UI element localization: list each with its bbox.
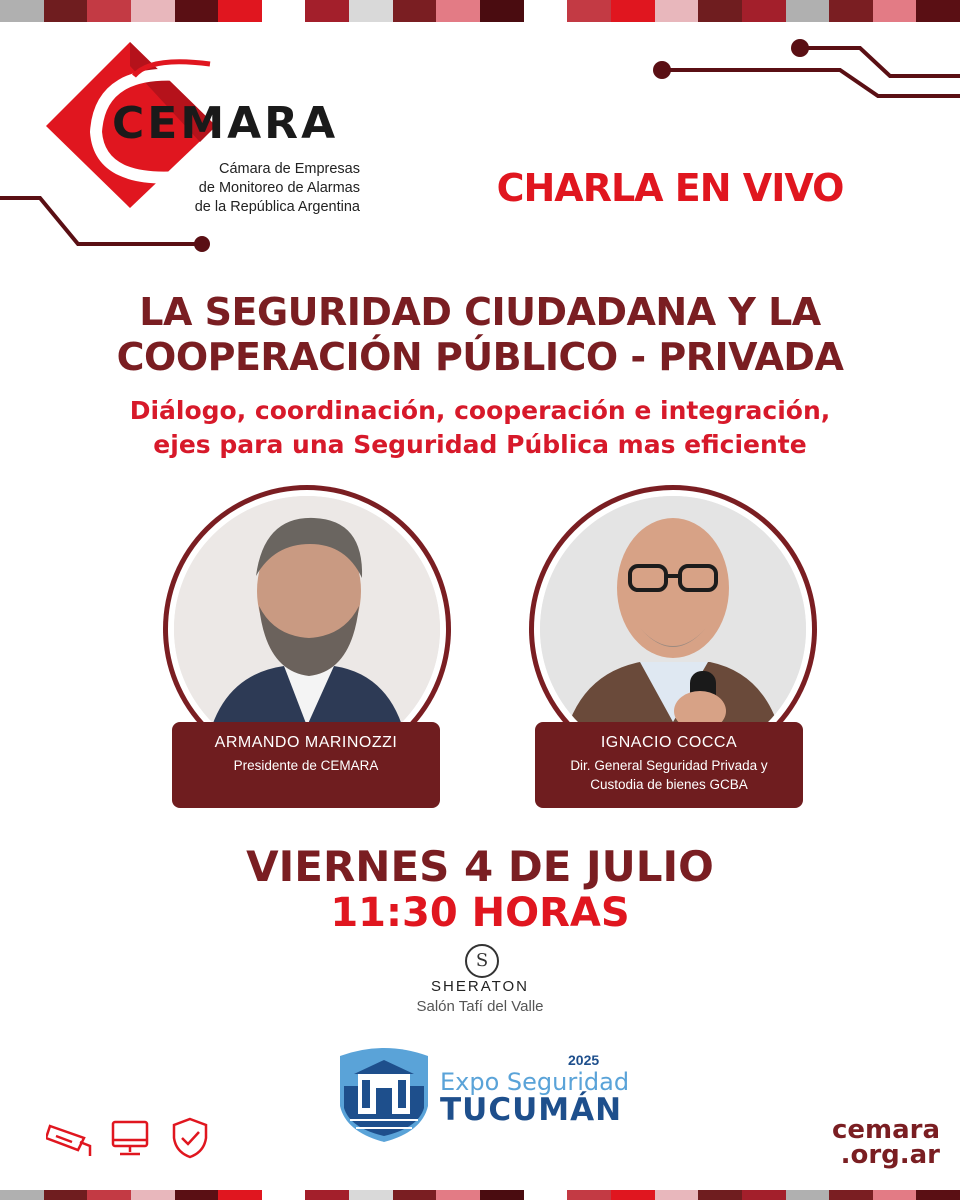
stripe-segment [786,1190,830,1200]
stripe-segment [0,1190,44,1200]
event-date: VIERNES 4 DE JULIO [246,842,714,891]
stripe-segment [655,1190,699,1200]
stripe-segment [393,1190,437,1200]
logo-subtitle: Cámara de Empresas de Monitoreo de Alarmas de la República Argentina [194,161,360,215]
stripe-segment [131,1190,175,1200]
event-title: LA SEGURIDAD CIUDADANA Y LA COOPERACIÓN PÚBLICO - PRIVADA [116,290,844,379]
speaker-role: Dir. General Seguridad Privada y Custodia de bienes GCBA [570,758,768,792]
cctv-icon [46,1118,94,1158]
stripe-segment [44,1190,88,1200]
stripe-segment [218,1190,262,1200]
logo-wordmark: CEMARA [112,98,339,149]
event-subtitle: Diálogo, coordinación, cooperación e integración, ejes para una Seguridad Pública mas eficiente [129,396,831,459]
shield-check-icon [170,1116,210,1160]
speaker-card-marinozzi [172,722,440,808]
website-link[interactable]: cemara .org.ar [831,1115,940,1170]
stripe-segment [567,1190,611,1200]
venue-room: Salón Tafí del Valle [416,998,544,1015]
event-time: 11:30 HORAS [330,890,630,936]
expo-location: TUCUMÁN [440,1092,623,1128]
expo-building-icon [336,1046,432,1144]
expo-year: 2025 [568,1052,600,1068]
speaker-role: Presidente de CEMARA [233,758,379,773]
stripe-segment [436,1190,480,1200]
headline: CHARLA EN VIVO [496,166,844,210]
monitor-icon [110,1118,150,1158]
speaker-name: IGNACIO COCCA [600,734,738,751]
stripe-segment [916,1190,960,1200]
expo-name: Expo Seguridad [440,1068,630,1096]
stripe-segment [175,1190,219,1200]
stripe-segment [262,1190,306,1200]
stripe-segment [611,1190,655,1200]
stripe-segment [742,1190,786,1200]
bottom-stripe-bar [0,1190,960,1200]
venue-name: SHERATON [431,978,529,995]
stripe-segment [305,1190,349,1200]
stripe-segment [524,1190,568,1200]
sheraton-logo-icon: S [465,944,499,978]
stripe-segment [480,1190,524,1200]
stripe-segment [873,1190,917,1200]
stripe-segment [698,1190,742,1200]
speaker-name: ARMANDO MARINOZZI [214,734,398,751]
stripe-segment [87,1190,131,1200]
stripe-segment [829,1190,873,1200]
speaker-card-cocca [535,722,803,808]
stripe-segment [349,1190,393,1200]
